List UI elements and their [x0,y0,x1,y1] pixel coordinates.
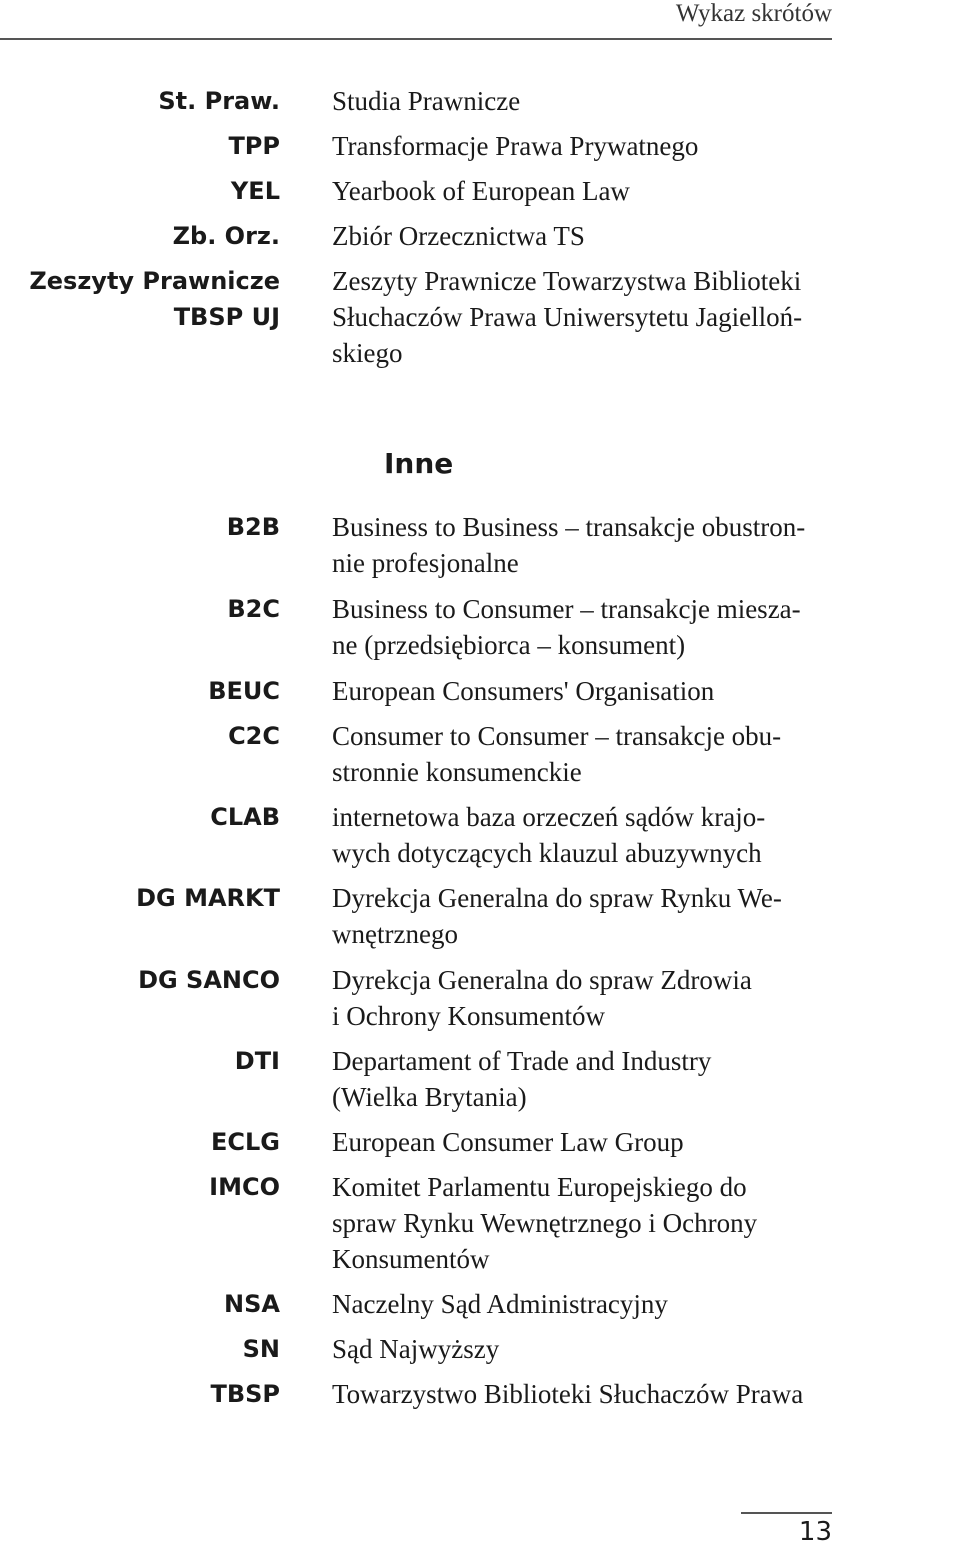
abbr-tpp: TPP [228,132,280,160]
abbr-zeszyty: Zeszyty Prawnicze TBSP UJ [29,267,280,331]
desc-imco: Komitet Parlamentu Europejskiego do spraw Rynku Wewnętrznego i Ochrony Konsumentów [332,1172,758,1274]
abbr-tbsp: TBSP [210,1380,280,1408]
desc-c2c: Consumer to Consumer – transakcje obu- stronnie konsumenckie [332,721,782,787]
desc-st-praw: Studia Prawnicze [332,86,521,116]
running-header: Wykaz skrótów [675,0,832,27]
abbr-nsa: NSA [224,1290,280,1318]
desc-clab: internetowa baza orzeczeń sądów krajo- wych dotyczących klauzul abuzywnych [332,802,766,868]
desc-zb-orz: Zbiór Orzecznictwa TS [332,221,585,251]
desc-b2b: Business to Business – transakcje obustron- nie profesjonalne [332,512,806,578]
desc-tbsp: Towarzystwo Biblioteki Słuchaczów Prawa [332,1379,804,1409]
abbr-dg-markt: DG MARKT [136,884,280,912]
footer-rule [741,1512,832,1514]
page-number: 13 [798,1517,832,1547]
desc-sn: Sąd Najwyższy [332,1334,500,1364]
abbr-b2c: B2C [227,595,280,623]
abbr-yel: YEL [230,177,280,205]
desc-dg-markt: Dyrekcja Generalna do spraw Rynku We- wnętrznego [332,883,782,949]
abbr-clab: CLAB [210,803,280,831]
abbr-eclg: ECLG [211,1128,280,1156]
abbr-dti: DTI [234,1047,280,1075]
abbr-dg-sanco: DG SANCO [138,966,280,994]
desc-tpp: Transformacje Prawa Prywatnego [332,131,699,161]
abbr-imco: IMCO [209,1173,280,1201]
abbr-sn: SN [242,1335,280,1363]
desc-yel: Yearbook of European Law [332,176,630,206]
desc-eclg: European Consumer Law Group [332,1127,684,1157]
desc-beuc: European Consumers' Organisation [332,676,715,706]
desc-dti: Departament of Trade and Industry (Wielka Brytania) [332,1046,712,1112]
abbr-zb-orz: Zb. Orz. [172,222,280,250]
abbr-b2b: B2B [226,513,280,541]
abbr-beuc: BEUC [208,677,280,705]
abbr-st-praw: St. Praw. [158,87,280,115]
abbr-c2c: C2C [228,722,280,750]
section-title: Inne [384,447,454,480]
desc-zeszyty: Zeszyty Prawnicze Towarzystwa Biblioteki Słuchaczów Prawa Uniwersytetu Jagielloń- skiego [332,266,803,368]
desc-dg-sanco: Dyrekcja Generalna do spraw Zdrowia i Ochrony Konsumentów [332,965,752,1031]
desc-b2c: Business to Consumer – transakcje miesza- ne (przedsiębiorca – konsument) [332,594,801,660]
header-rule [0,38,832,40]
desc-nsa: Naczelny Sąd Administracyjny [332,1289,668,1319]
